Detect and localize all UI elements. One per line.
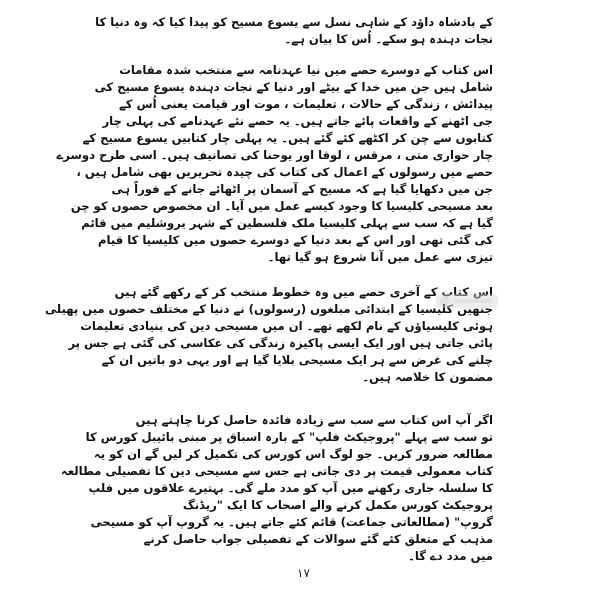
text-line: کا سلسلہ جاری رکھنے میں آپ کو مدد ملے گی۔ بہتیرے علاقوں میں فلپ: [88, 481, 493, 495]
text-line: نجات دہندہ ہو سکے۔ اُس کا بیان ہے۔: [284, 32, 493, 46]
paragraph-1: [95, 14, 493, 48]
paragraph-4: [60, 412, 493, 565]
text-line: جن میں دکھایا گیا ہے کہ مسیح کے آسمان پر اٹھائے جانے کے فوراً ہی: [111, 182, 493, 196]
text-line: میں مدد دے گا۔: [408, 549, 493, 563]
text-line: پیدائش ، زندگی کے حالات ، تعلیمات ، موت اور قیامت یعنی اُس کے: [119, 97, 493, 111]
text-line: کتابوں سے چن کر اکٹھے کئے گئے ہیں۔ یہ پہلی چار کتابیں یسوع مسیح کے: [82, 131, 493, 145]
text-line: گیا ہے کہ سب سے پہلی کلیسیا ملک فلسطین کے شہر یروشلیم میں قائم: [81, 216, 493, 230]
book-page: [45, 2, 495, 598]
text-line: بعد مسیحی کلیسیا کا وجود کیسے عمل میں آیا۔ ان مخصوص حصوں کو چن: [70, 199, 493, 213]
text-line: جنھیں کلیسیا کے ابتدائی مبلغوں (رسولوں) نے دنیا کے مختلف حصوں میں پھیلی: [45, 302, 493, 316]
text-line: پائی جاتی ہیں اور ایک ایسی پاکیزہ زندگی کی عکاسی کی گئی ہے جس پر: [68, 336, 493, 350]
text-line: کے بادشاہ داؤد کے شاہی نسل سے یسوع مسیح کو پیدا کیا کہ وہ دنیا کا: [95, 15, 493, 29]
paragraph-2: [56, 62, 493, 266]
text-line: کی گئی تھی اور اس کے بعد دنیا کے دوسرے حصوں میں کلیسیا کا قیام: [97, 233, 493, 247]
page-number: ۱۷: [297, 566, 310, 580]
text-line: ہوئی کلیسیاؤں کے نام لکھے تھے۔ ان میں مسیحی دین کی بنیادی تعلیمات: [80, 319, 493, 333]
text-line: شامل ہیں جن میں خدا کے بیٹے اور دنیا کے نجات دہندہ یسوع مسیح کی: [94, 80, 493, 94]
text-line: مضمون کا خلاصہ ہیں۔: [362, 370, 493, 384]
text-line: تیزی سے عمل میں آنا شروع ہو گیا تھا۔: [267, 250, 493, 264]
text-line: مذہب کے متعلق کئے گئے سوالات کے تفصیلی جواب حاصل کرنے: [143, 532, 493, 546]
text-line: حصے میں رسولوں کے اعمال کی کتاب کی چیدہ تحریریں بھی شامل ہیں ،: [76, 165, 493, 179]
text-line: چار حواری متی ، مرقس ، لوقا اور یوحنا کی تصانیف ہیں۔ اسی طرح دوسرے: [56, 148, 493, 162]
text-line: گروپ" (مطالعاتی جماعت) قائم کئے جاتے ہیں۔ یہ گروپ آپ کو مسیحی: [90, 515, 493, 529]
text-line: تو سب سے پہلے "پروجیکٹ فلپ" کے بارہ اسباق پر مبنی بائیبل کورس کا: [85, 430, 493, 444]
text-line: مطالعہ ضرور کریں۔ جو لوگ اس کورس کی تکمیل کر لیں گے ان کو یہ: [93, 447, 493, 461]
text-line: پروجیکٹ کورس مکمل کرنے والے اصحاب کا ایک "ریڈنگ: [182, 498, 493, 512]
text-line: اگر آپ اس کتاب سے سب سے زیادہ فائدہ حاصل کرنا چاہتے ہیں: [135, 413, 493, 427]
text-line: جی اٹھنے کے واقعات پائے جاتے ہیں۔ یہ حصے نئے عہدنامے کی پہلی چار: [102, 114, 493, 128]
watermark-logo: [436, 292, 498, 310]
text-line: کتاب معمولی قیمت پر دی جاتی ہے جس سے مسیحی دین کا تفصیلی مطالعہ: [60, 464, 493, 478]
text-line: چلنے کی غرض سے ہر ایک مسیحی بلایا گیا ہے اور یہی دو باتیں ان کے: [101, 353, 493, 367]
text-line: اس کتاب کے دوسرے حصے میں نیا عہدنامہ سے منتخب شدہ مقامات: [119, 63, 493, 77]
text-line: اس کتاب کے آخری حصے میں وہ خطوط منتخب کر کے رکھے گئے ہیں: [114, 285, 493, 299]
